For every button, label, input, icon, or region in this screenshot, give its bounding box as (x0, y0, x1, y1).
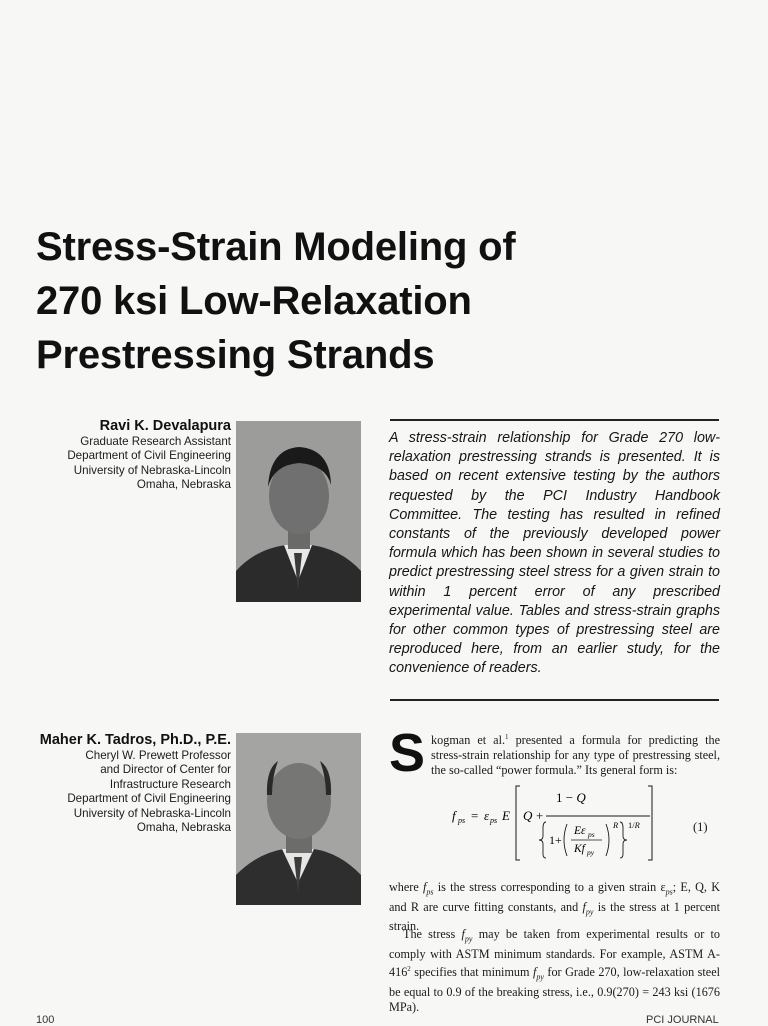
reference-marker: 1 (505, 733, 509, 741)
body-text-span: is the stress at 1 percent strain. (389, 899, 720, 934)
svg-text:Q: Q (523, 808, 533, 823)
author-photo-1 (236, 421, 361, 602)
author-affiliation-line: University of Nebraska-Lincoln (73, 463, 231, 477)
reference-marker: 2 (407, 964, 411, 973)
svg-text:1/R: 1/R (628, 820, 640, 830)
author-affiliation-line: Infrastructure Research (109, 777, 231, 791)
symbol-fps: f (423, 880, 427, 894)
title-line-3: Prestressing Strands (36, 333, 435, 377)
equation-number: (1) (693, 820, 708, 834)
symbol-subscript: py (464, 934, 473, 944)
svg-text:ps: ps (490, 816, 498, 825)
svg-text:Kf: Kf (574, 843, 585, 855)
symbol-subscript: ps (665, 887, 673, 897)
journal-name: PCI JOURNAL (646, 1014, 719, 1026)
body-text-span: for Grade 270, low-relaxation steel be equal to 0.9 of the breaking stress, i.e., 0.9(270) = 243 ksi (1676 MPa). (389, 964, 720, 1014)
title-line-1: Stress-Strain Modeling of (36, 225, 516, 269)
power-formula-equation (440, 784, 720, 864)
abstract: A stress-strain relationship for Grade 270 low-relaxation prestressing strands is presented. It is based on recent extensive testing by the authors requested by the PCI Industry Handbook Committee. The testing has resulted in refined constants of the previously developed power formula which has been shown in several studies to predict prestressing steel stress for a given strain to within 1 percent error of any prescribed experimental value. Tables and stress-strain graphs for other common types of prestressing steel are reproduced here, from an earlier study, for the convenience of readers. (389, 430, 720, 677)
svg-text:py: py (587, 848, 595, 857)
svg-text:ps: ps (588, 830, 595, 839)
svg-text:E: E (502, 808, 510, 823)
body-text-span: is the stress corresponding to a given strain ε (433, 880, 666, 894)
author-name: Ravi K. Devalapura (99, 418, 231, 434)
svg-text:+: + (536, 808, 544, 823)
symbol-fpy: f (532, 964, 537, 979)
symbol-subscript: py (536, 972, 544, 982)
author-affiliation-line: Graduate Research Assistant (80, 435, 231, 448)
symbol-subscript: py (585, 907, 594, 917)
svg-text:R: R (613, 820, 619, 830)
svg-text:Eε: Eε (574, 825, 586, 837)
author-affiliation-line: Department of Civil Engineering (67, 792, 231, 806)
body-text-span: where (389, 880, 424, 894)
abstract-top-rule (390, 419, 719, 421)
intro-text: presented a formula for predicting the stress-strain relationship for any type of prestressing steel, the so-called “power formula.” Its general form is: (431, 733, 720, 778)
svg-text:ps: ps (458, 816, 466, 825)
abstract-bottom-rule (390, 699, 719, 701)
svg-text:f: f (452, 808, 456, 823)
intro-text: kogman et al. (431, 733, 506, 748)
page-number: 100 (36, 1014, 55, 1026)
author-name: Maher K. Tadros, Ph.D., P.E. (39, 732, 231, 748)
svg-text:=: = (471, 808, 479, 823)
body-text-span: may be taken from experimental results or to comply with ASTM minimum standards. For example, ASTM A-416 (389, 927, 721, 979)
author-affiliation-line: University of Nebraska-Lincoln (73, 806, 231, 820)
portrait-icon (236, 733, 361, 905)
author-affiliation-line: Department of Civil Engineering (67, 449, 231, 463)
author-affiliation-line: Omaha, Nebraska (136, 821, 231, 835)
svg-text:ε: ε (484, 808, 490, 823)
author-block-2 (40, 731, 231, 835)
symbol-fpy: f (582, 899, 586, 914)
author-photo-2 (236, 733, 361, 905)
author-block-1 (67, 417, 231, 493)
author-affiliation-line: and Director of Center for (100, 763, 231, 777)
svg-text:1+: 1+ (549, 833, 562, 847)
author-affiliation-line: Omaha, Nebraska (136, 478, 231, 492)
portrait-icon (236, 421, 361, 602)
stress-paragraph (389, 927, 720, 1015)
symbol-subscript: ps (426, 887, 434, 897)
svg-text:1 − Q: 1 − Q (556, 790, 586, 805)
symbol-fpy: f (461, 927, 465, 941)
body-text-span: specifies that minimum (410, 964, 533, 979)
title-line-2: 270 ksi Low-Relaxation (36, 279, 472, 323)
drop-cap: S (389, 723, 426, 783)
body-text-span: ; E, Q, K and R are curve fitting constants, and (389, 880, 720, 914)
article-title (36, 220, 736, 382)
intro-paragraph (389, 723, 720, 783)
body-text-span: The stress (403, 927, 462, 941)
author-affiliation-line: Cheryl W. Prewett Professor (85, 749, 231, 762)
